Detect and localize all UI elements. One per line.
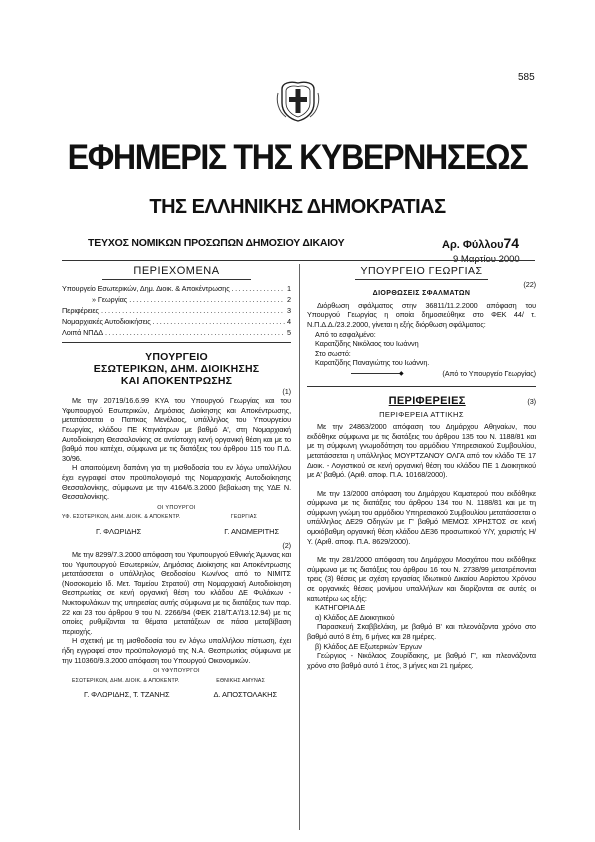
greek-coat-of-arms-icon <box>276 79 320 123</box>
toc-item[interactable]: Λοιπά ΝΠΔΔ ..... 5 <box>62 327 291 338</box>
left-column <box>62 267 291 700</box>
signature-names: Γ. ΦΛΩΡΙΔΗΣ, Τ. ΤΖΑΝΗΣ Δ. ΑΠΟΣΤΟΛΑΚΗΣ <box>84 690 277 700</box>
category-b: β) Κλάδος ΔΕ Εξωτερικών Έργων <box>315 641 422 651</box>
issue-number: 74 <box>503 235 520 251</box>
ornament-rule <box>351 373 401 374</box>
paragraph: Με την 20719/16.6.99 ΚΥΑ του Υπουργού Γεωργίας και του Υφυπουργού Εσωτερικών, Δημόσιας Διοίκησης και Αποκέντρωσης, μετατάσσεται ο Παπκας Μενέλαος, υπάλληλος του Υπουργείου Γεωργίας, κλάδου ΠΕ Κτηνιάτρων με βαθμό Α', στη Νομαρχιακή Αυτοδιοίκηση Θεσσαλονίκης σε αντίστοιχη κενή οργανική θέση και με το βαθμό που κατέχει, σύμφωνα με τις διατάξεις του άρθρου 115 του Π.Δ. 30/96. <box>62 396 291 463</box>
from-line-row <box>307 368 536 380</box>
issue-number-label <box>442 235 519 251</box>
toc-title-rule <box>102 279 251 280</box>
source-line: (Από το Υπουργείο Γεωργίας) <box>442 368 536 378</box>
paragraph: Με την 13/2000 απόφαση του Δημάρχου Καματερού που εκδόθηκε σύμφωνα με τις διατάξεις του άρθρου 134 του Ν. 1188/81 και με τη σύμφωνη γνώμη του αρμόδιου Υπηρεσιακού Συμβουλίου μετατάσσεται ο υπάλληλος ΔΕ29 Οδηγών με Γ' βαθμό ΜΕΜΟΣ ΧΡΗΣΤΟΣ σε κενή ομοιόβαθμη οργανική θέση κλάδου ΔΕ36 προσωπικού Υ/Υ, χειριστής Η/Υ. (Αριθ. αποφ. Π.Α. 8629/2000). <box>307 488 536 546</box>
header-divider <box>62 260 535 261</box>
paragraph: Με την 24863/2000 απόφαση του Δημάρχου Αθηναίων, που εκδόθηκε σύμφωνα με τις διατάξεις του άρθρου 135 του Ν. 1188/81 και με τη σύμφωνη γνωμοδότηση του αρμόδιου Υπηρεσιακού Συμβουλίου, μετατάσσεται η υπάλληλος ΜΟΥΡΤΖΑΝΟΥ ΟΛΓΑ από τον κλάδο ΤΕ 17 Διοικ. - Λογιστικού σε κενή οργανική θέση του κλάδου ΠΕ 1 Διοικητικού με Α' βαθμό. (Αριθ. αποφ. Π.Α. 10168/2000). <box>307 422 536 480</box>
toc-bottom-rule <box>62 342 291 343</box>
category-a: α) Κλάδος ΔΕ Διοικητικού <box>315 612 395 622</box>
toc-item[interactable]: » Γεωργίας ..... 2 <box>62 294 291 305</box>
regions-header <box>307 394 536 407</box>
paragraph: Με την 8299/7.3.2000 απόφαση του Υφυπουργού Εθνικής Άμυνας και του Υφυπουργού Εσωτερικών, Δημόσιας Διοίκησης και Αποκέντρωσης μετατάσσεται ο υπάλληλος Θεοδοσίου Κων/νος από το ΝΙΜΙΤΣ (Νοσοκομείο Ιδ. Μετ. Ταμείου Στρατού) στη Νομαρχιακή Αυτοδιοίκηση Θεσπρωτίας σε κενή οργανική θέση του κλάδου ΔΕ Φυλάκων - Νυκτοφυλάκων της υπηρεσίας αυτής σύμφωνα με τις διατάξεις των παρ. 22 και 23 του άρθρου 9 του Ν. 2266/94 (ΦΕΚ 218/Τ.Α'/13.12.94) με τις οποίες ρυθμίζονται τα θέματα μετατάξεων σε πάσα μεταβίβαση περιοχής. <box>62 550 291 636</box>
ornament-diamond-icon: ◆ <box>399 370 404 377</box>
signature-roles: ΥΦ. ΕΣΩΤΕΡΙΚΩΝ, ΔΗΜ. ΔΙΟΙΚ. & ΑΠΟΚΕΝΤΡ. ΓΕΩΡΓΙΑΣ <box>62 514 257 521</box>
right-column <box>307 267 536 670</box>
issue-type: ΤΕΥΧΟΣ ΝΟΜΙΚΩΝ ΠΡΟΣΩΠΩΝ ΔΗΜΟΣΙΟΥ ΔΙΚΑΙΟΥ <box>88 237 345 249</box>
section-title-interior: ΥΠΟΥΡΓΕΙΟ ΕΣΩΤΕΡΙΚΩΝ, ΔΗΜ. ΔΙΟΙΚΗΣΗΣ ΚΑΙ ΑΠΟΚΕΝΤΡΩΣΗΣ <box>93 350 260 387</box>
toc-title: ΠΕΡΙΕΧΟΜΕΝΑ <box>133 265 220 277</box>
gazette-title: ΕΦΗΜΕΡΙΣ ΤΗΣ ΚΥΒΕΡΝΗΣΕΩΣ <box>67 138 528 177</box>
column-separator <box>299 264 300 830</box>
paragraph: Η απαιτούμενη δαπάνη για τη μισθοδοσία του εν λόγω υπαλλήλου έχει εγγραφεί στον προϋπολογισμό της Νομαρχιακής Αυτοδιοίκησης Θεσσαλονίκης, σύμφωνα με την 4164/6.3.2000 βεβαίωση της ΥΔΕ Ν. Θεσσαλονίκης. <box>62 463 291 502</box>
signature-roles: ΕΣΩΤΕΡΙΚΩΝ, ΔΗΜ. ΔΙΟΙΚ. & ΑΠΟΚΕΝΤΡ. ΕΘΝΙΚΗΣ ΑΜΥΝΑΣ <box>72 677 265 684</box>
paragraph: Γεώργιος - Νικόλαος Ζουρίδακης, με βαθμό Γ', και πλεονάζοντα χρόνο στο βαθμό αυτό 1 έτος, 3 μήνες και 21 ημέρες. <box>307 651 536 670</box>
paragraph: Με την 281/2000 απόφαση του Δημάρχου Μοσχάτου που εκδόθηκε σύμφωνα με τις διατάξεις του άρθρου 16 του Ν. 2738/99 μετατρέπονται τρεις (3) θέσεις με σχέση εργασίας Ιδιωτικού Δικαίου Αορίστου Χρόνου σε οργανικές θέσεις μονίμου υπαλλήλων και διορίζονται σε αυτές οι κατωτέρω ως εξής: <box>307 555 536 603</box>
regions-subtitle: ΠΕΡΙΦΕΡΕΙΑ ΑΤΤΙΚΗΣ <box>379 409 464 419</box>
ministry-title: ΥΠΟΥΡΓΕΙΟ ΓΕΩΡΓΙΑΣ <box>360 265 483 277</box>
toc-item[interactable]: Υπουργείο Εσωτερικών, Δημ. Διοικ. & Αποκέντρωσης ..... 1 <box>62 283 291 294</box>
correct-label: Στο σωστό: <box>315 348 351 358</box>
section-rule <box>307 386 536 387</box>
corrections-subtitle: ΔΙΟΡΘΩΣΕΙΣ ΣΦΑΛΜΑΤΩΝ <box>372 290 471 298</box>
page-number: 585 <box>518 72 535 83</box>
signature-names: Γ. ΦΛΩΡΙΔΗΣ Γ. ΑΝΩΜΕΡΙΤΗΣ <box>96 526 279 536</box>
issue-prefix: Αρ. Φύλλου <box>442 239 504 251</box>
paragraph: Διόρθωση σφάλματος στην 36811/11.2.2000 απόφαση του Υπουργού Γεωργίας η οποία δημοσιεύθηκε στο ΦΕΚ 44/ τ. Ν.Π.Δ.Δ./23.2.2000, γίνεται η εξής διόρθωση σφάλματος: <box>307 300 536 329</box>
toc-item[interactable]: Νομαρχιακές Αυτοδιοικήσεις ..... 4 <box>62 316 291 327</box>
signature-heading: ΟΙ ΥΠΟΥΡΓΟΙ <box>157 504 196 511</box>
ref-2: (2) <box>282 540 291 550</box>
ref-3: (3) <box>527 396 536 406</box>
ref-1: (1) <box>282 386 291 396</box>
category-label: ΚΑΤΗΓΟΡΙΑ ΔΕ <box>315 603 366 613</box>
paragraph: Παρασκευή Σκαββελάκη, με βαθμό Β' και πλεονάζοντα χρόνο στο βαθμό αυτό 8 έτη, 6 μήνες και 28 ημέρες. <box>307 622 536 641</box>
toc-item[interactable]: Περιφέρειες ..... 3 <box>62 305 291 316</box>
signature-heading: ΟΙ ΥΦΥΠΟΥΡΓΟΙ <box>153 668 200 675</box>
gazette-subtitle: ΤΗΣ ΕΛΛΗΝΙΚΗΣ ΔΗΜΟΚΡΑΤΙΑΣ <box>149 196 446 218</box>
wrong-label: Από το εσφαλμένο: <box>315 329 376 339</box>
issue-date: 9 Μαρτίου 2000 <box>453 254 520 265</box>
regions-title: ΠΕΡΙΦΕΡΕΙΕΣ <box>388 394 466 407</box>
wrong-value: Καρατζίδης Νικόλαος του Ιωάννη <box>315 339 419 349</box>
correct-value: Καρατζίδης Παναγιώτης του Ιωάννη. <box>315 358 430 368</box>
paragraph: Η σχετική με τη μισθοδοσία του εν λόγω υπαλλήλου πίστωση, έχει ήδη εγγραφεί στον προϋπολογισμό της Ν.Α. Θεσπρωτίας σύμφωνα με την 110360/9.3.2000 απόφαση του Υπουργού Οικονομικών. <box>62 636 291 665</box>
ref-22: (22) <box>523 279 536 289</box>
